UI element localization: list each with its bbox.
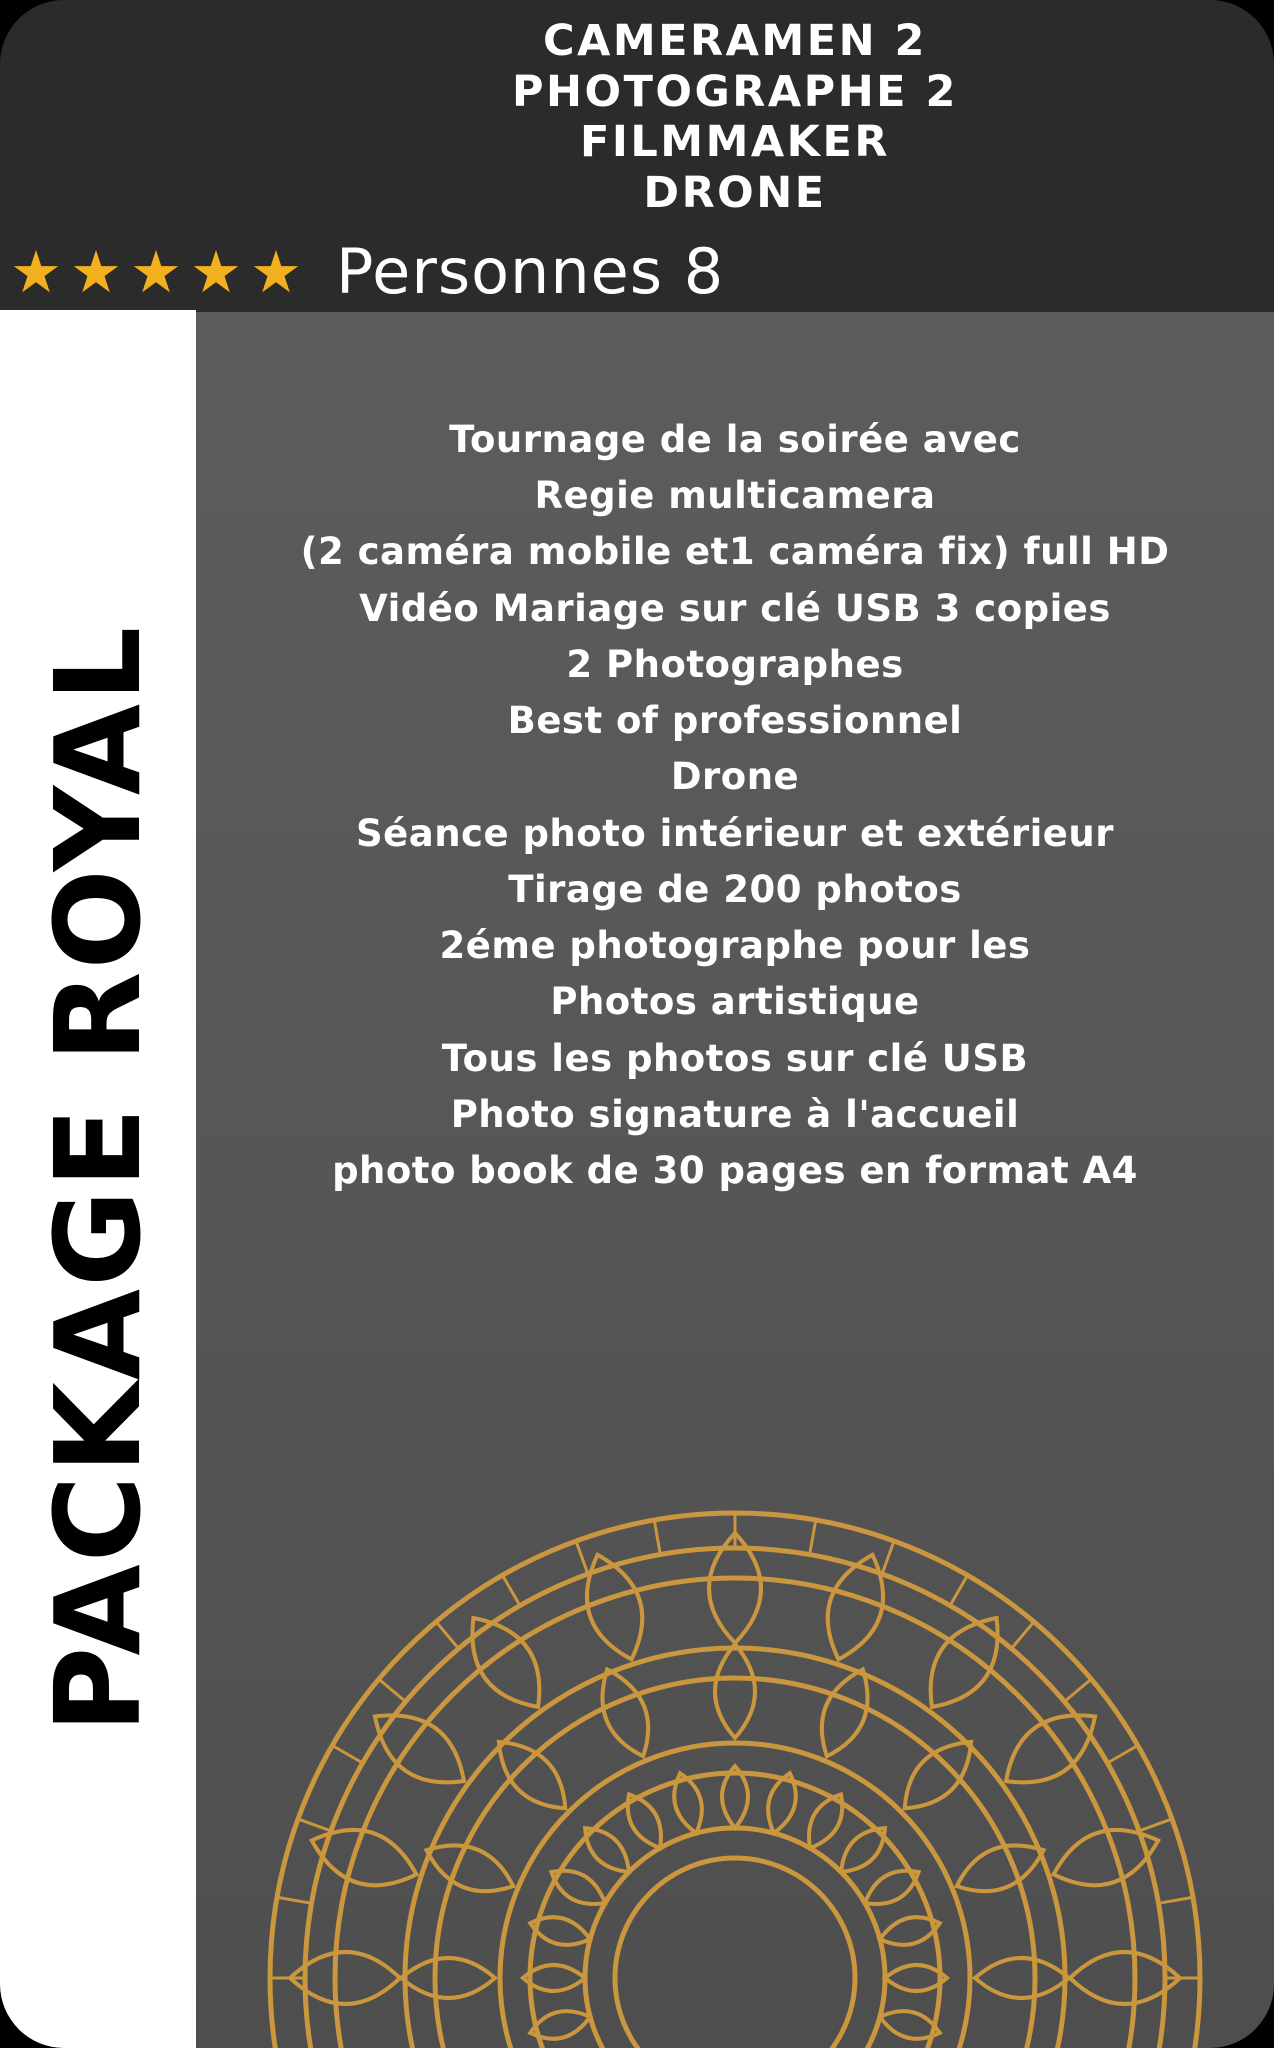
mandala-ornament-icon	[235, 1478, 1235, 2048]
list-item: Photo signature à l'accueil	[450, 1092, 1020, 1136]
list-item: Tirage de 200 photos	[508, 867, 962, 911]
header-title-line: CAMERAMEN 2	[543, 16, 927, 66]
list-item: Tournage de la soirée avec	[449, 418, 1021, 461]
star-rating	[10, 238, 302, 306]
rating-row	[0, 232, 1274, 312]
header-title-list	[196, 16, 1274, 219]
persons-count-label: Personnes 8	[336, 235, 725, 308]
card-header	[0, 0, 1274, 312]
list-item: (2 caméra mobile et1 caméra fix) full HD	[300, 530, 1170, 574]
list-item: 2éme photographe pour les	[439, 924, 1031, 968]
list-item: Tous les photos sur clé USB	[441, 1036, 1029, 1080]
package-name-label: PACKAGE ROYAL	[29, 624, 167, 1734]
list-item: photo book de 30 pages en format A4	[332, 1149, 1138, 1193]
list-item: 2 Photographes	[566, 642, 904, 686]
list-item: Séance photo intérieur et extérieur	[355, 811, 1114, 855]
header-title-line: FILMMAKER	[580, 117, 890, 168]
star-icon: ★	[10, 238, 62, 306]
star-icon: ★	[130, 238, 182, 306]
package-name-strip	[0, 310, 196, 2048]
header-title-line: DRONE	[643, 168, 827, 219]
star-icon: ★	[250, 238, 302, 306]
list-item: Best of professionnel	[507, 699, 963, 743]
star-icon: ★	[70, 238, 122, 306]
list-item: Drone	[670, 755, 800, 799]
card-body	[196, 312, 1274, 2048]
feature-list	[196, 312, 1274, 1199]
list-item: Regie multicamera	[534, 474, 936, 518]
list-item: Photos artistique	[550, 980, 920, 1024]
star-icon: ★	[190, 238, 242, 306]
header-title-line: PHOTOGRAPHE 2	[512, 66, 958, 117]
list-item: Vidéo Mariage sur clé USB 3 copies	[359, 586, 1111, 630]
